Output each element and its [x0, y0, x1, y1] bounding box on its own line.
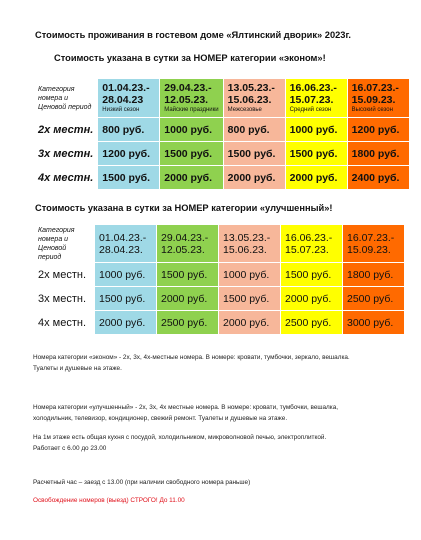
table-row — [34, 263, 405, 287]
improved-description-cont: холодильник, телевизор, кондиционер, свежий ремонт. Туалеты и душевые на этаже. — [33, 415, 288, 422]
price-cell: 2000 руб. — [285, 166, 347, 190]
price-cell: 2000 руб. — [95, 311, 157, 335]
row-label: 4х местн. — [34, 166, 98, 190]
price-cell: 2000 руб. — [160, 166, 223, 190]
improved-period-4: 16.06.23.- 15.07.23. — [281, 225, 343, 263]
price-cell: 1500 руб. — [281, 263, 343, 287]
price-cell: 2000 руб. — [219, 311, 281, 335]
price-cell: 2000 руб. — [281, 287, 343, 311]
economy-description-cont: Туалеты и душевые на этаже. — [33, 365, 122, 372]
price-cell: 1800 руб. — [347, 142, 409, 166]
economy-period-3: 13.05.23.- 15.06.23. Межсезовье — [223, 79, 285, 118]
price-cell: 1500 руб. — [98, 166, 160, 190]
checkin-info: Расчетный час – заезд с 13.00 (при наличии свободного номера раньше) — [33, 479, 251, 486]
row-label: 3х местн. — [34, 142, 98, 166]
price-cell: 2500 руб. — [281, 311, 343, 335]
improved-description: Номера категории «улучшенный» - 2х, 3х, 4х местные номера. В номере: кровати, тумбочки, вешалка, — [33, 404, 339, 411]
price-cell: 1500 руб. — [223, 142, 285, 166]
table-row — [34, 287, 405, 311]
price-cell: 2500 руб. — [157, 311, 219, 335]
economy-price-table — [33, 78, 410, 190]
row-label: 2х местн. — [34, 263, 95, 287]
price-cell: 2500 руб. — [343, 287, 405, 311]
improved-price-table — [33, 224, 405, 335]
row-label: 3х местн. — [34, 287, 95, 311]
price-cell: 2000 руб. — [223, 166, 285, 190]
improved-period-2: 29.04.23.- 12.05.23. — [157, 225, 219, 263]
price-cell: 1500 руб. — [160, 142, 223, 166]
improved-period-3: 13.05.23.- 15.06.23. — [219, 225, 281, 263]
price-cell: 2400 руб. — [347, 166, 409, 190]
kitchen-hours: Работает с 6.00 до 23.00 — [33, 445, 107, 452]
improved-heading: Стоимость указана в сутки за НОМЕР категории «улучшенный»! — [35, 203, 333, 213]
row-label: 2х местн. — [34, 118, 98, 142]
economy-period-4: 16.06.23.- 15.07.23. Средний сезон — [285, 79, 347, 118]
kitchen-info: На 1м этаже есть общая кухня с посудой, холодильником, микроволновой печью, электроплиткой. — [33, 434, 327, 441]
economy-category-header: Категория номера и Ценовой период — [34, 79, 98, 118]
improved-period-1: 01.04.23.- 28.04.23. — [95, 225, 157, 263]
price-cell: 1000 руб. — [285, 118, 347, 142]
improved-period-5: 16.07.23.- 15.09.23. — [343, 225, 405, 263]
table-row — [34, 311, 405, 335]
checkout-notice: Освобождение номеров (выезд) СТРОГО! До 11.00 — [33, 497, 185, 504]
price-cell: 1500 руб. — [95, 287, 157, 311]
price-cell: 1000 руб. — [219, 263, 281, 287]
table-row — [34, 166, 410, 190]
price-cell: 3000 руб. — [343, 311, 405, 335]
price-cell: 1500 руб. — [157, 263, 219, 287]
price-cell: 1800 руб. — [343, 263, 405, 287]
economy-period-5: 16.07.23.- 15.09.23. Высокий сезон — [347, 79, 409, 118]
economy-heading: Стоимость указана в сутки за НОМЕР категории «эконом»! — [54, 53, 326, 63]
price-cell: 1000 руб. — [160, 118, 223, 142]
economy-period-1: 01.04.23.- 28.04.23 Низкий сезон — [98, 79, 160, 118]
price-cell: 1500 руб. — [285, 142, 347, 166]
price-cell: 1000 руб. — [95, 263, 157, 287]
price-cell: 800 руб. — [223, 118, 285, 142]
price-cell: 1500 руб. — [219, 287, 281, 311]
page-title: Стоимость проживания в гостевом доме «Ялтинский дворик» 2023г. — [35, 30, 351, 40]
table-row — [34, 118, 410, 142]
improved-category-header: Категория номера и Ценовой период — [34, 225, 95, 263]
table-row — [34, 142, 410, 166]
price-cell: 1200 руб. — [347, 118, 409, 142]
price-cell: 1200 руб. — [98, 142, 160, 166]
economy-period-2: 29.04.23.- 12.05.23. Майские праздники — [160, 79, 223, 118]
price-cell: 800 руб. — [98, 118, 160, 142]
economy-description: Номера категории «эконом» - 2х, 3х, 4х-местные номера. В номере: кровати, тумбочки, зеркало, вешалка. — [33, 354, 350, 361]
price-cell: 2000 руб. — [157, 287, 219, 311]
row-label: 4х местн. — [34, 311, 95, 335]
